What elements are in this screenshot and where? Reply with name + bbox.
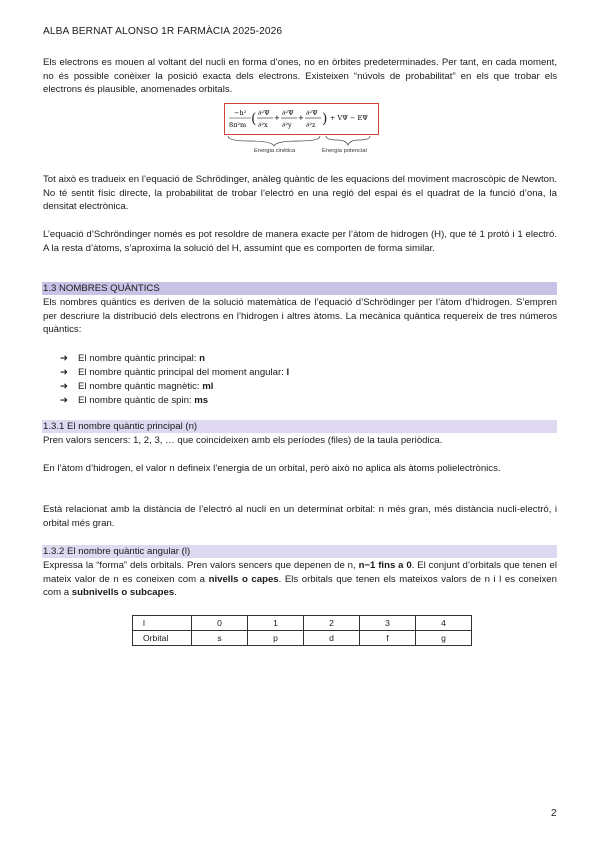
schrodinger-equation-image [224, 103, 379, 135]
eq-d2z: ∂²Ψ [306, 109, 318, 117]
equation-braces [224, 134, 384, 148]
eq-tail: + VΨ − EΨ [330, 114, 368, 122]
eq-d2y: ∂²Ψ [282, 109, 294, 117]
potential-energy-label: Energia potencial [322, 148, 367, 154]
hydrogen-paragraph: L’equació d’Schröndinger només es pot resoldre de manera exacte per l’àtom de hidrogen (H), que té 1 protó i 1 electró. A la resta d’àtoms, s’aproxima la solució del H, assumint que es comporten de forma similar. [43, 229, 557, 254]
section-1-3-1-p1: Pren valors sencers: 1, 2, 3, … que coincideixen amb els períodes (files) de la taula periòdica. [43, 435, 443, 446]
page-header: ALBA BERNAT ALONSO 1R FARMÀCIA 2025-2026 [43, 26, 283, 37]
intro-paragraph: Els electrons es mouen al voltant del nucli en forma d’ones, no en òrbites predeterminades. Per tant, en cada moment, no és possible conèixer la posició exacta dels electrons. Existeixen “núvols de probabilitat” en els que trobar els electrons és plausible, anomenades orbitals. [43, 57, 557, 96]
section-1-3-1-p3: Està relacionat amb la distància de l’electró al nucli en un determinat orbital: n més gran, més distància nucli-electró, i orbital més gran. [43, 504, 557, 529]
list-item: ➔ El nombre quàntic principal del moment angular: l [60, 367, 290, 378]
eq-d2x: ∂²Ψ [258, 109, 270, 117]
eq-den1: 8π²m [229, 121, 247, 129]
page-number: 2 [551, 808, 557, 819]
eq-dz: ∂²z [306, 121, 316, 129]
list-item: ➔ El nombre quàntic principal: n [60, 353, 205, 364]
arrow-icon: ➔ [60, 367, 69, 378]
eq-dx: ∂²x [258, 121, 268, 129]
section-1-3-2-text: Expressa la “forma” dels orbitals. Pren valors sencers que depenen de n, n−1 fins a 0. El conjunt d’orbitals que tenen el mateix valor de n es coneixen com a nivells o capes. Els orbitals que tenen els mateixos valors de n i l es coneixen com a subnivells o subcapes. [43, 560, 557, 599]
section-1-3-heading: 1.3 NOMBRES QUÀNTICS [42, 282, 557, 295]
svg-text:): ) [322, 111, 328, 127]
list-item: ➔ El nombre quàntic de spin: ms [60, 395, 209, 406]
list-item: ➔ El nombre quàntic magnètic: ml [60, 381, 214, 392]
svg-text:+: + [274, 114, 280, 122]
section-1-3-text: Els nombres quàntics es deriven de la solució matemàtica de l’equació d’Schrödinger per l’àtom d’hidrogen. S’empren per descriure la distribució dels electrons en l’hidrogen i altres àtoms. La mecànica quàntica requereix de tres números quàntics: [43, 297, 557, 336]
arrow-icon: ➔ [60, 353, 69, 364]
section-1-3-1-p2: En l’àtom d’hidrogen, el valor n defineix l’energia de un orbital, però això no aplica als àtoms polielectrònics. [43, 463, 501, 474]
svg-text:(: ( [251, 111, 257, 127]
arrow-icon: ➔ [60, 395, 69, 406]
orbital-table [132, 615, 472, 646]
eq-dy: ∂²y [282, 121, 292, 129]
table-row: Orbital s p d f g [133, 631, 472, 646]
table-row: l 0 1 2 3 4 [133, 616, 472, 631]
quantum-numbers-list [60, 352, 289, 408]
section-1-3-1-heading: 1.3.1 El nombre quàntic principal (n) [42, 420, 557, 433]
svg-text:+: + [298, 114, 304, 122]
section-1-3-2-heading: 1.3.2 El nombre quàntic angular (l) [42, 545, 557, 558]
arrow-icon: ➔ [60, 381, 69, 392]
kinetic-energy-label: Energia cinètica [254, 148, 296, 154]
schrodinger-paragraph: Tot això es tradueix en l’equació de Schrödinger, anàleg quàntic de les equacions del moviment macroscòpic de Newton. No té sentit físic directe, la probabilitat de trobar l’electró en una regió del espai és el quadrat de la funció d’ona, la densitat electrònica. [43, 174, 557, 213]
eq-num1: −h² [234, 109, 247, 117]
